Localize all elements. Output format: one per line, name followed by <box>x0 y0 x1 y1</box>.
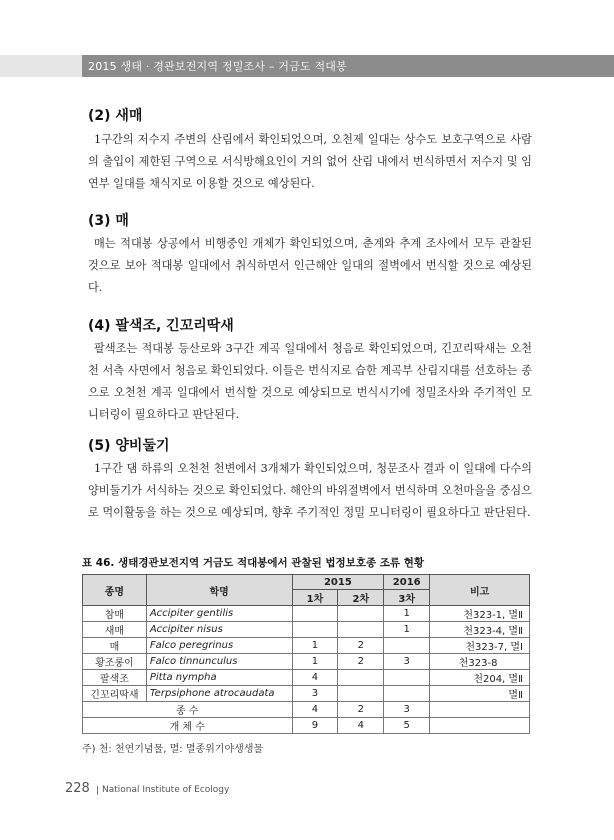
total-species-row <box>83 702 530 718</box>
count-round-3 <box>384 670 430 686</box>
count-round-1: 1 <box>292 654 338 670</box>
remark: 멸Ⅱ <box>430 686 530 702</box>
count-round-3: 1 <box>384 606 430 622</box>
count-round-3: 1 <box>384 622 430 638</box>
count-round-1 <box>292 606 338 622</box>
remark: 천323-1, 멸Ⅱ <box>430 606 530 622</box>
total-individuals-round-3: 5 <box>384 718 430 734</box>
count-round-1: 4 <box>292 670 338 686</box>
header-species: 종명 <box>83 575 147 606</box>
header-year-2015: 2015 <box>292 575 384 590</box>
species-name: 팔색조 <box>83 670 147 686</box>
section-heading-4: (4) 팔색조, 긴꼬리딱새 <box>88 318 234 334</box>
total-individuals-row <box>83 718 530 734</box>
table-row <box>83 654 530 670</box>
section-text-4: 팔색조는 적대봉 등산로와 3구간 계곡 일대에서 청음로 확인되었으며, 긴꼬리딱새는 오천천 서측 사면에서 청음로 확인되었다. 이들은 번식지로 습한 계곡부 산림지대를 선호하는 종으로 오천천 계곡 일대에서 번식할 것으로 예상되므로 번식시기에 정밀조사와 주기적인 모니터링이 필요하다고 판단된다. <box>88 342 532 421</box>
count-round-2 <box>338 670 384 686</box>
scientific-name: Falco peregrinus <box>146 638 292 654</box>
scientific-name: Terpsiphone atrocaudata <box>146 686 292 702</box>
header-round-1: 1차 <box>292 590 338 606</box>
remark: 천204, 멸Ⅱ <box>430 670 530 686</box>
header-remark: 비고 <box>430 575 530 606</box>
total-species-round-3: 3 <box>384 702 430 718</box>
table-footnote: 주) 천: 천연기념물, 멸: 멸종위기야생생물 <box>82 744 264 755</box>
table-row <box>83 670 530 686</box>
table-caption: 표 46. 생태경관보전지역 거금도 적대봉에서 관찰된 법정보호종 조류 현황 <box>82 557 424 569</box>
remark: 천323-4, 멸Ⅱ <box>430 622 530 638</box>
total-species-label: 종 수 <box>83 702 293 718</box>
footer-separator <box>97 786 98 795</box>
empty-cell <box>430 718 530 734</box>
total-species-round-1: 4 <box>292 702 338 718</box>
header-year-2016: 2016 <box>384 575 430 590</box>
total-species-round-2: 2 <box>338 702 384 718</box>
table-row <box>83 686 530 702</box>
count-round-2: 2 <box>338 654 384 670</box>
count-round-3 <box>384 638 430 654</box>
table-row <box>83 606 530 622</box>
scientific-name: Falco tinnunculus <box>146 654 292 670</box>
count-round-3: 3 <box>384 654 430 670</box>
total-individuals-round-2: 4 <box>338 718 384 734</box>
section-heading-2: (2) 새매 <box>88 108 143 124</box>
total-individuals-label: 개 체 수 <box>83 718 293 734</box>
protected-species-table <box>82 574 530 734</box>
species-name: 매 <box>83 638 147 654</box>
scientific-name: Pitta nympha <box>146 670 292 686</box>
section-text-5: 1구간 댐 하류의 오천천 천변에서 3개체가 확인되었으며, 청문조사 결과 이 일대에 다수의 양비둘기가 서식하는 것으로 확인되었다. 해안의 바위절벽에서 번식하며 오천마을을 중심으로 먹이활동을 하는 것으로 예상되며, 향후 주기적인 정밀 모니터링이 필요하다고 판단된다. <box>88 462 532 519</box>
count-round-2 <box>338 606 384 622</box>
scientific-name: Accipiter nisus <box>146 622 292 638</box>
empty-cell <box>430 702 530 718</box>
section-text-2: 1구간의 저수지 주변의 산림에서 확인되었으며, 오천제 일대는 상수도 보호구역으로 사람의 출입이 제한된 구역으로 서식방해요인이 거의 없어 산림 내에서 번식하면서 저수지 및 임연부 일대를 채식지로 이용할 것으로 예상된다. <box>88 133 532 190</box>
remark: 천323-8 <box>430 654 530 670</box>
count-round-2 <box>338 686 384 702</box>
table-row <box>83 622 530 638</box>
count-round-1 <box>292 622 338 638</box>
header-scientific-name: 학명 <box>146 575 292 606</box>
section-heading-3: (3) 매 <box>88 213 129 229</box>
species-name: 긴꼬리딱새 <box>83 686 147 702</box>
section-text-3: 매는 적대봉 상공에서 비행중인 개체가 확인되었으며, 춘계와 추계 조사에서 모두 관찰된 것으로 보아 적대봉 일대에서 취식하면서 인근해안 일대의 절벽에서 번식할 것으로 예상된다. <box>88 237 532 294</box>
header-round-2: 2차 <box>338 590 384 606</box>
page-number: 228 <box>65 781 90 796</box>
header-round-3: 3차 <box>384 590 430 606</box>
count-round-2: 2 <box>338 638 384 654</box>
section-heading-5: (5) 양비둘기 <box>88 438 170 454</box>
remark: 천323-7, 멸Ⅰ <box>430 638 530 654</box>
total-individuals-round-1: 9 <box>292 718 338 734</box>
count-round-1: 1 <box>292 638 338 654</box>
count-round-1: 3 <box>292 686 338 702</box>
species-name: 참매 <box>83 606 147 622</box>
footer-organization: National Institute of Ecology <box>102 785 230 795</box>
table-row <box>83 638 530 654</box>
species-name: 새매 <box>83 622 147 638</box>
running-header-title: 2015 생태 · 경관보전지역 정밀조사 – 거금도 적대봉 <box>88 60 347 73</box>
count-round-2 <box>338 622 384 638</box>
count-round-3 <box>384 686 430 702</box>
species-name: 황조롱이 <box>83 654 147 670</box>
scientific-name: Accipiter gentilis <box>146 606 292 622</box>
